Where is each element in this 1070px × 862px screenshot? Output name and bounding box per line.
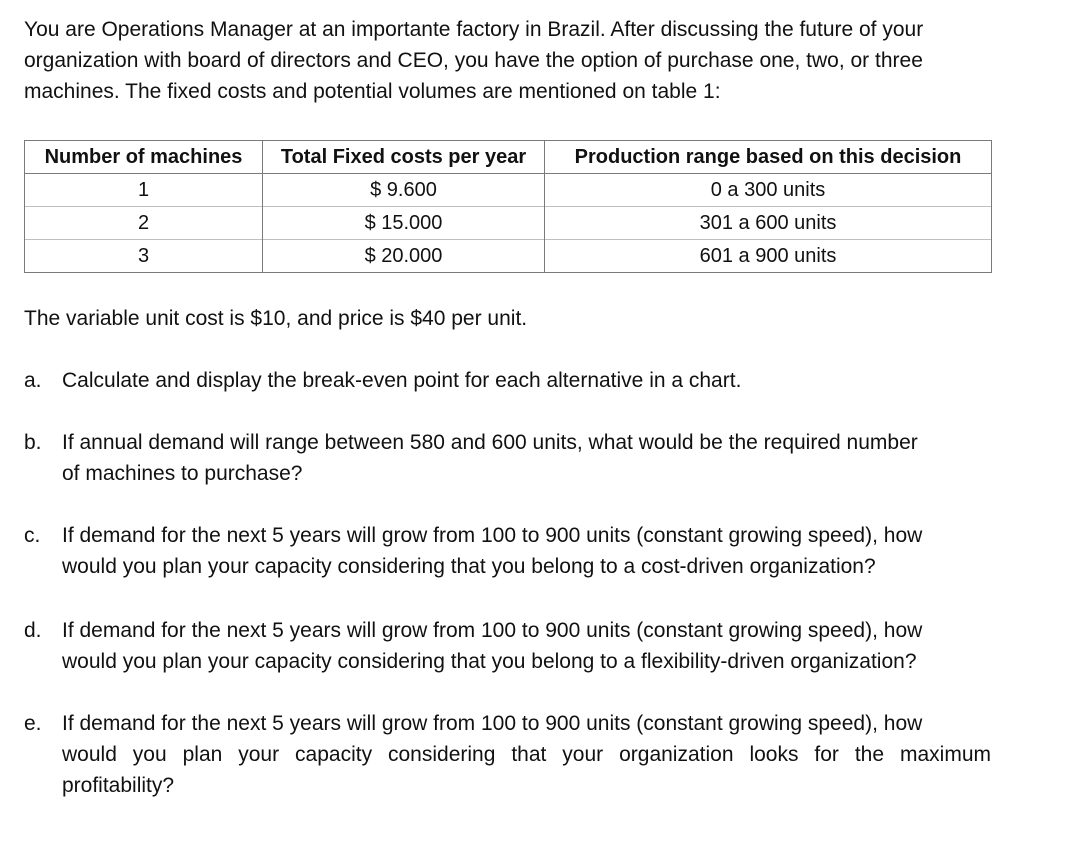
question-e [24, 708, 1004, 801]
question-marker: b. [24, 431, 42, 454]
question-line: If annual demand will range between 580 and 600 units, what would be the required number [62, 431, 918, 454]
question-line: If demand for the next 5 years will grow from 100 to 900 units (constant growing speed), how [62, 524, 923, 547]
cell-machines: 3 [25, 240, 263, 273]
question-marker: e. [24, 712, 42, 735]
intro-line: organization with board of directors and CEO, you have the option of purchase one, two, or three [24, 49, 923, 72]
table-header-row [25, 141, 992, 174]
cell-production-range: 0 a 300 units [545, 174, 992, 207]
cell-fixed-cost: $ 9.600 [263, 174, 545, 207]
question-marker: c. [24, 524, 41, 547]
cell-fixed-cost: $ 20.000 [263, 240, 545, 273]
intro-line: machines. The fixed costs and potential volumes are mentioned on table 1: [24, 80, 721, 103]
question-line: of machines to purchase? [62, 462, 303, 485]
machines-table [24, 140, 992, 273]
intro-paragraph [24, 14, 1024, 107]
question-line: would you plan your capacity considering that you belong to a cost-driven organization? [62, 555, 876, 578]
intro-line: You are Operations Manager at an importante factory in Brazil. After discussing the future of your [24, 18, 924, 41]
question-d [24, 615, 1004, 677]
header-total-fixed-costs: Total Fixed costs per year [263, 141, 545, 174]
question-b [24, 427, 1004, 489]
table-row [25, 207, 992, 240]
question-a [24, 365, 1004, 396]
cell-machines: 2 [25, 207, 263, 240]
question-line: profitability? [62, 774, 175, 797]
question-c [24, 520, 1004, 582]
question-line: would you plan your capacity considering that you belong to a flexibility-driven organization? [62, 650, 917, 673]
cell-production-range: 601 a 900 units [545, 240, 992, 273]
header-production-range: Production range based on this decision [545, 141, 992, 174]
question-marker: a. [24, 369, 42, 392]
cell-machines: 1 [25, 174, 263, 207]
table-row [25, 240, 992, 273]
table-row [25, 174, 992, 207]
question-marker: d. [24, 619, 42, 642]
cell-fixed-cost: $ 15.000 [263, 207, 545, 240]
cell-production-range: 301 a 600 units [545, 207, 992, 240]
question-line: If demand for the next 5 years will grow from 100 to 900 units (constant growing speed), how [62, 712, 923, 735]
question-line: Calculate and display the break-even point for each alternative in a chart. [62, 369, 742, 392]
header-number-of-machines: Number of machines [25, 141, 263, 174]
question-line: would you plan your capacity considering that your organization looks for the maximum [62, 743, 991, 766]
variable-cost-statement: The variable unit cost is $10, and price is $40 per unit. [24, 307, 528, 330]
question-line: If demand for the next 5 years will grow from 100 to 900 units (constant growing speed), how [62, 619, 923, 642]
